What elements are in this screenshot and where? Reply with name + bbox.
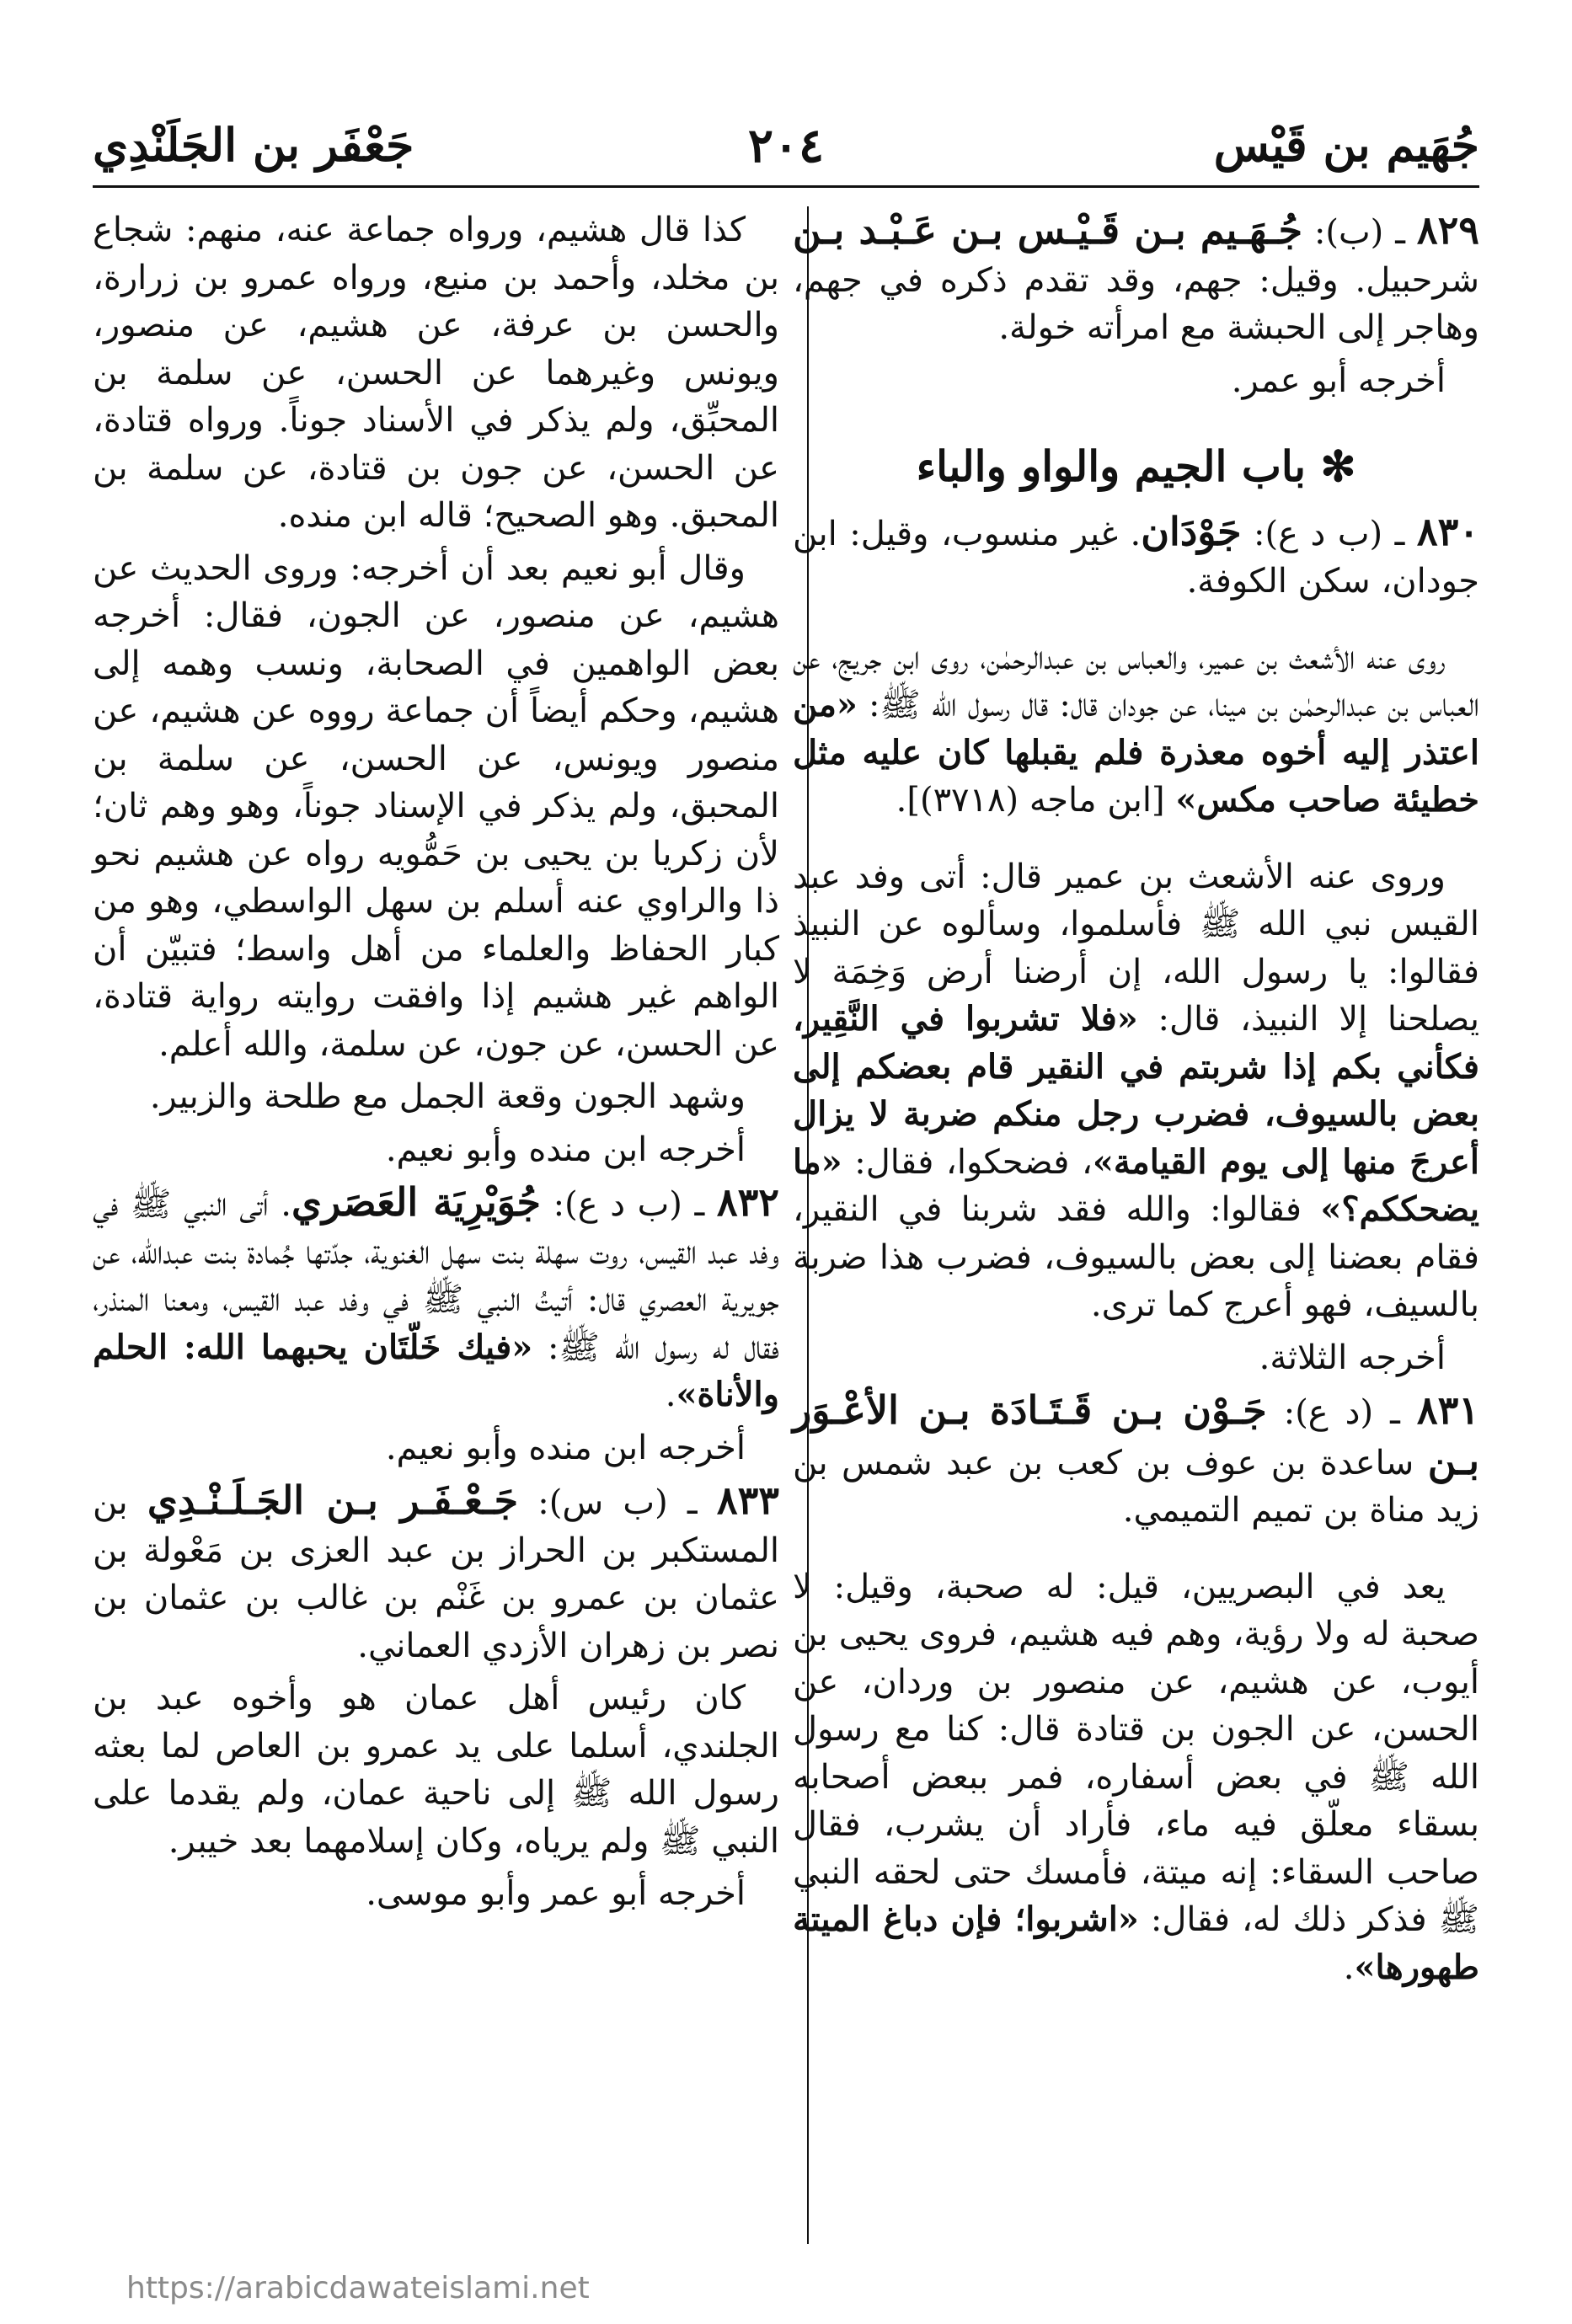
entry-source: أخرجه أبو عمر وأبو موسى. [366, 1874, 746, 1913]
entry-number: ٨٣٣ [716, 1477, 779, 1523]
entry-text: . أتى النبي ﷺ في وفد عبد القيس، روت سهلة بنت سهل الغنوية، جدّتها جُمادة بنت عبدالله، عن جويرية العصري قال: أتيتُ النبي ﷺ في وفد عبد القيس، ومعنا المنذر، فقال له رسول الله ﷺ: [93, 1185, 779, 1367]
header-left-title: جَعْفَر بن الجَلَنْدِي [93, 118, 414, 172]
entry-name: جَـوْن بـن قَـتَـادَة بـن الأعْـوَر بـن [793, 1387, 1479, 1483]
paragraph-end: . [1343, 1947, 1355, 1987]
entry-tag: ـ (ب): [1302, 213, 1417, 252]
entry-832 [93, 1178, 779, 1419]
paragraph-end: . [665, 1376, 676, 1414]
entry-tag: ـ (ب د ع): [1241, 514, 1417, 553]
paragraph: كان رئيس أهل عمان هو وأخوه عبد بن الجلندي، أسلما على يد عمرو بن العاص لما بعثه رسول الله ﷺ إلى ناحية عمان، ولم يقدما على النبي ﷺ ولم يرياه، وكان إسلامهما بعد خيبر. [93, 1679, 779, 1861]
entry-tag: ـ (ب د ع): [540, 1185, 717, 1224]
left-column [93, 206, 779, 2244]
entry-text: . غير منسوب، وقيل: ابن جودان، سكن الكوفة. [793, 514, 1479, 601]
entry-number: ٨٣١ [1416, 1387, 1479, 1433]
entry-831 [793, 1386, 1479, 1535]
entry-number: ٨٣٢ [716, 1179, 779, 1225]
page-header [93, 101, 1479, 188]
spacer [793, 1540, 1479, 1563]
entry-830 [793, 508, 1479, 606]
entry-833 [93, 1477, 779, 1670]
entry-source: أخرجه الثلاثة. [1259, 1338, 1446, 1377]
paragraph: وشهد الجون وقعة الجمل مع طلحة والزبير. [149, 1077, 746, 1116]
entry-name: جُوَيْرِيَة العَصَري [291, 1179, 541, 1225]
entry-text: بن المستكبر بن الحراز بن عبد العزى بن مَعْولة بن عثمان بن عمرو بن غَنْم بن غالب بن عثمان بن نصر بن زهران الأزدي العماني. [93, 1483, 779, 1665]
entry-source: أخرجه ابن منده وأبو نعيم. [385, 1130, 746, 1169]
paragraph-text: روى عنه الأشعث بن عمير، والعباس بن عبدالرحمٰن، روى ابن جريج، عن العباس بن عبدالرحمٰن بن مينا، عن جودان قال: قال رسول الله ﷺ: [793, 638, 1479, 724]
entry-829 [793, 206, 1479, 352]
spacer [793, 611, 1479, 634]
paragraph-text: ، فضحكوا، فقال: [842, 1142, 1093, 1182]
entry-text: ساعدة بن عوف بن كعب بن عبد شمس بن زيد مناة بن تميم التميمي. [793, 1443, 1479, 1530]
paragraph-text: وروى عنه الأشعث بن عمير قال: أتى وفد عبد القيس نبي الله ﷺ فأسلموا، وسألوه عن النبيذ فقالوا: يا رسول الله، إن أرضنا أرض وَخِمَة لا يصلحنا إلا النبيذ، قال: [793, 857, 1479, 1039]
entry-text: شرحبيل. وقيل: جهم، وقد تقدم ذكره في جهم، وهاجر إلى الحبشة مع امرأته خولة. [793, 260, 1479, 347]
hadith-quote: «فلا تشربوا في النَّقِير، فكأني بكم إذا شربتم في النقير قام بعضكم إلى بعض بالسيوف، فضرب رجل منكم ضربة لا يزال أعرجَ منها إلى يوم القيامة» [793, 999, 1480, 1182]
paragraph [793, 853, 1479, 1329]
hadith-quote: «فيك خَلّتَان يحبهما الله: الحلم والأناة» [93, 1327, 779, 1414]
citation: [ابن ماجه (٣٧١٨)]. [896, 781, 1176, 820]
paragraph: وقال أبو نعيم بعد أن أخرجه: وروى الحديث عن هشيم، عن منصور، عن الجون، فقال: أخرجه بعض الواهمين في الصحابة، ونسب وهمه إلى هشيم، وحكم أيضاً أن جماعة رووه عن هشيم، عن منصور ويونس، عن الحسن، عن سلمة بن المحبق، ولم يذكر في الإسناد جوناً، وهو وهم ثان؛ لأن زكريا بن يحيى بن حَمُّويه رواه عن هشيم نحو ذا والراوي عنه أسلم بن سهل الواسطي، وهو من كبار الحفاظ والعلماء من أهل واسط؛ فتبيّن أن الواهم غير هشيم إذا وافقت روايته رواية قتادة، عن الحسن، عن جون، عن سلمة، والله أعلم. [93, 548, 779, 1064]
right-column [793, 206, 1479, 2244]
paragraph: كذا قال هشيم، ورواه جماعة عنه، منهم: شجاع بن مخلد، وأحمد بن منيع، ورواه عمرو بن زرارة، والحسن بن عرفة، عن هشيم، عن منصور، ويونس وغيرهما عن الحسن، عن سلمة بن المحبِّق، ولم يذكر في الأسناد جوناً. ورواه قتادة، عن الحسن، عن جون بن قتادة، عن سلمة بن المحبق. وهو الصحيح؛ قاله ابن منده. [93, 211, 779, 535]
paragraph [793, 1563, 1479, 1992]
hadith-quote: «اشربوا؛ فإن دباغ الميتة طهورها» [793, 1899, 1479, 1987]
paragraph-text: فقالوا: والله فقد شربنا في النقير، فقام بعضنا إلى بعض بالسيوف، فضرب هذا ضربة بالسيف، فهو أعرج كما ترى. [793, 1190, 1479, 1324]
entry-number: ٨٣٠ [1416, 508, 1480, 554]
entry-tag: ـ (ب س): [518, 1483, 717, 1522]
paragraph [793, 634, 1479, 825]
entry-name: جَـعْـفَـر بـن الجَـلَـنْـدِي [147, 1477, 519, 1523]
spacer [793, 830, 1479, 853]
hadith-quote: «من اعتذر إليه أخوه معذرة فلم يقبلها كان عليه مثل خطيئة صاحب مكس» [793, 685, 1479, 820]
entry-number: ٨٢٩ [1416, 207, 1479, 253]
entry-source: أخرجه ابن منده وأبو نعيم. [385, 1428, 746, 1467]
header-right-title: جُهَيم بن قَيْس [1213, 118, 1479, 172]
entry-name: جُـهَـيم بـن قَـيْـس بـن عَـبْـد بـن [793, 207, 1303, 253]
entry-source: أخرجه أبو عمر. [1231, 361, 1446, 400]
source-watermark: https://arabicdawateislami.net [126, 2271, 590, 2305]
paragraph-text: يعد في البصريين، قيل: له صحبة، وقيل: لا صحبة له ولا رؤية، وهم فيه هشيم، فروى يحيى بن أيوب، عن هشيم، عن منصور بن وردان، عن الحسن، عن الجون بن قتادة قال: كنا مع رسول الله ﷺ في بعض أسفاره، فمر ببعض أصحابه بسقاء معلّق فيه ماء، فأراد أن يشرب، فقال صاحب السقاء: إنه ميتة، فأمسك حتى لحقه النبي ﷺ فذكر ذلك له، فقال: [793, 1567, 1479, 1939]
page-number: ٢٠٤ [747, 118, 825, 174]
entry-tag: ـ (د ع): [1266, 1393, 1417, 1432]
entry-name: جَوْدَان [1141, 508, 1242, 554]
hadith-quote: «ما يضحككم؟» [793, 1141, 1479, 1229]
chapter-heading: ✻ باب الجيم والواو والباء [916, 441, 1356, 491]
